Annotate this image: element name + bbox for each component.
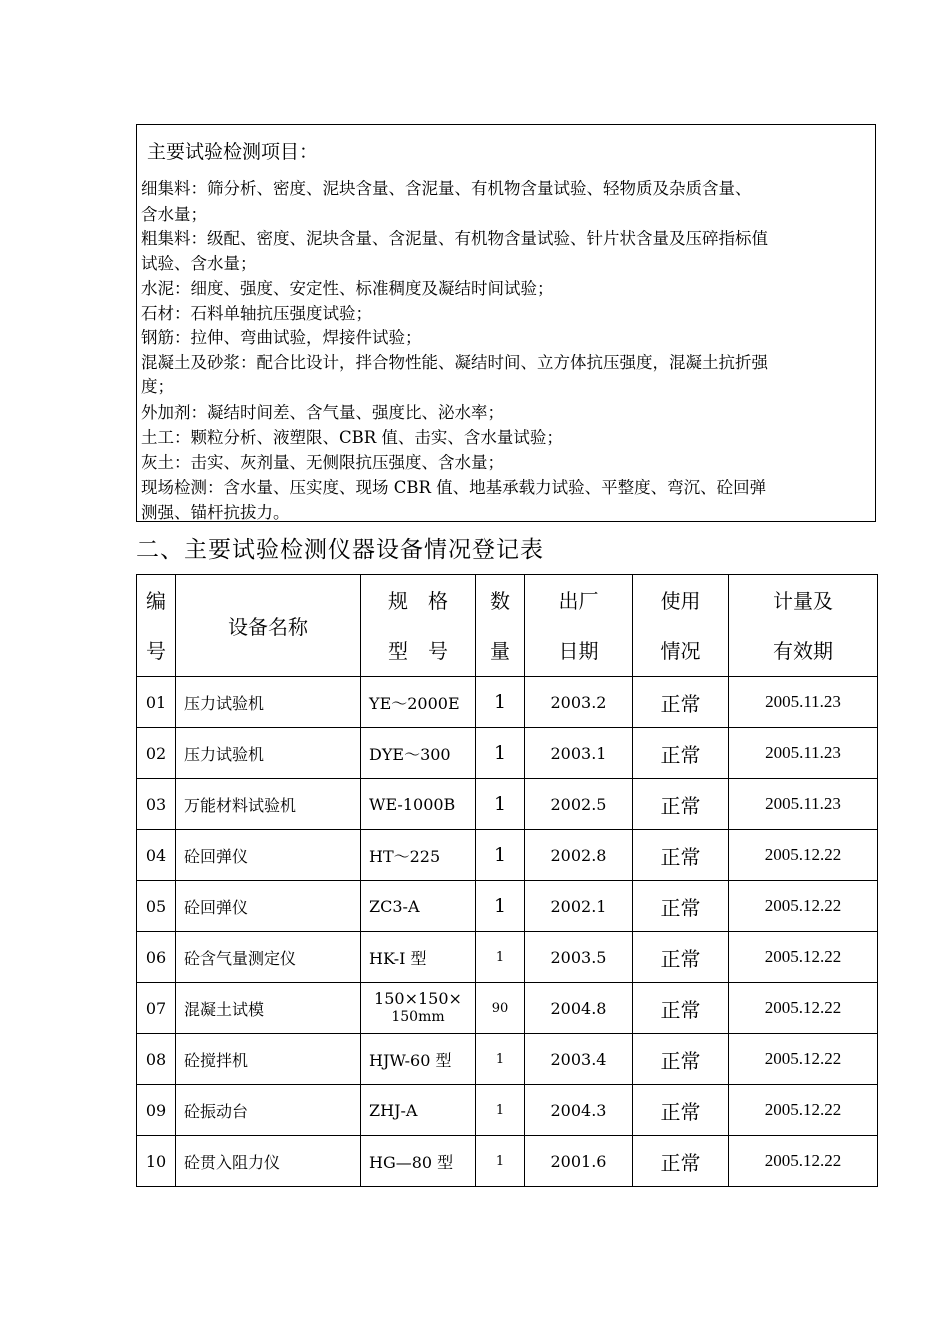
cell-qty: 1 — [476, 830, 525, 881]
cell-status: 正常 — [633, 728, 729, 779]
item-line: 水泥：细度、强度、安定性、标准稠度及凝结时间试验； — [141, 279, 554, 298]
table-row — [137, 830, 878, 881]
header-valid — [729, 575, 878, 677]
item-line: 石材：石料单轴抗压强度试验； — [141, 304, 372, 323]
cell-spec: WE-1000B — [361, 779, 476, 830]
cell-spec — [361, 983, 476, 1034]
item-line: 现场检测：含水量、压实度、现场 CBR 值、地基承载力试验、平整度、弯沉、砼回弹 — [141, 478, 767, 497]
header-spec-bottom: 型号 — [388, 638, 468, 663]
table-row — [137, 1136, 878, 1187]
cell-name: 砼回弹仪 — [176, 881, 361, 932]
header-date-top: 出厂 — [558, 588, 599, 613]
cell-number: 07 — [137, 983, 176, 1034]
equipment-table — [136, 574, 878, 1187]
cell-qty: 1 — [476, 881, 525, 932]
item-line: 粗集料：级配、密度、泥块含量、含泥量、有机物含量试验、针片状含量及压碎指标值 — [141, 229, 768, 248]
cell-status: 正常 — [633, 677, 729, 728]
cell-spec: HJW-60 型 — [361, 1034, 476, 1085]
cell-valid: 2005.12.22 — [729, 1085, 878, 1136]
cell-valid: 2005.12.22 — [729, 1034, 878, 1085]
header-valid-bottom: 有效期 — [773, 638, 833, 663]
cell-qty: 1 — [476, 932, 525, 983]
header-status-top: 使用 — [660, 588, 701, 613]
cell-number: 02 — [137, 728, 176, 779]
cell-valid: 2005.11.23 — [729, 677, 878, 728]
cell-status: 正常 — [633, 779, 729, 830]
cell-spec: ZHJ-A — [361, 1085, 476, 1136]
item-line: 土工：颗粒分析、液塑限、CBR 值、击实、含水量试验； — [141, 428, 563, 447]
test-items-box — [136, 124, 876, 522]
cell-valid: 2005.11.23 — [729, 779, 878, 830]
cell-status: 正常 — [633, 1034, 729, 1085]
cell-valid: 2005.12.22 — [729, 881, 878, 932]
cell-date: 2002.1 — [525, 881, 633, 932]
cell-name: 万能材料试验机 — [176, 779, 361, 830]
cell-status: 正常 — [633, 830, 729, 881]
cell-spec: HT～225 — [361, 830, 476, 881]
test-items-title: 主要试验检测项目： — [147, 141, 319, 163]
cell-date: 2002.8 — [525, 830, 633, 881]
cell-name: 砼贯入阻力仪 — [176, 1136, 361, 1187]
cell-valid: 2005.12.22 — [729, 983, 878, 1034]
item-line: 试验、含水量； — [141, 254, 257, 273]
cell-status: 正常 — [633, 983, 729, 1034]
cell-number: 09 — [137, 1085, 176, 1136]
header-valid-top: 计量及 — [773, 588, 833, 613]
cell-number: 06 — [137, 932, 176, 983]
header-status-bottom: 情况 — [660, 638, 701, 663]
cell-name: 砼含气量测定仪 — [176, 932, 361, 983]
header-name: 设备名称 — [176, 575, 361, 677]
cell-spec-line: 150mm — [391, 1009, 445, 1025]
cell-number: 08 — [137, 1034, 176, 1085]
cell-name: 压力试验机 — [176, 728, 361, 779]
cell-valid: 2005.11.23 — [729, 728, 878, 779]
cell-qty: 1 — [476, 1136, 525, 1187]
cell-date: 2001.6 — [525, 1136, 633, 1187]
cell-qty: 1 — [476, 779, 525, 830]
header-qty-top: 数 — [490, 588, 510, 613]
table-row — [137, 728, 878, 779]
table-row — [137, 779, 878, 830]
cell-spec: YE～2000E — [361, 677, 476, 728]
cell-date: 2003.4 — [525, 1034, 633, 1085]
cell-qty: 90 — [476, 983, 525, 1034]
table-row — [137, 1085, 878, 1136]
cell-name: 砼搅拌机 — [176, 1034, 361, 1085]
cell-spec-line: 150×150× — [374, 989, 462, 1008]
cell-number: 04 — [137, 830, 176, 881]
cell-date: 2002.5 — [525, 779, 633, 830]
table-row — [137, 1034, 878, 1085]
cell-number: 05 — [137, 881, 176, 932]
header-spec-top: 规格 — [388, 588, 468, 613]
cell-date: 2004.3 — [525, 1085, 633, 1136]
cell-qty: 1 — [476, 1085, 525, 1136]
header-qty — [476, 575, 525, 677]
cell-status: 正常 — [633, 932, 729, 983]
item-line: 度； — [141, 377, 174, 396]
cell-valid: 2005.12.22 — [729, 932, 878, 983]
section-heading: 二、主要试验检测仪器设备情况登记表 — [136, 537, 544, 563]
cell-status: 正常 — [633, 1136, 729, 1187]
cell-date: 2003.5 — [525, 932, 633, 983]
cell-status: 正常 — [633, 881, 729, 932]
cell-spec: HG—80 型 — [361, 1136, 476, 1187]
header-number-bottom: 号 — [146, 638, 166, 663]
item-line: 外加剂：凝结时间差、含气量、强度比、泌水率； — [141, 403, 504, 422]
header-spec — [361, 575, 476, 677]
table-row — [137, 677, 878, 728]
cell-date: 2003.2 — [525, 677, 633, 728]
item-line: 测强、锚杆抗拔力。 — [141, 503, 290, 522]
table-header-row — [137, 575, 878, 677]
cell-date: 2004.8 — [525, 983, 633, 1034]
cell-spec: HK-I 型 — [361, 932, 476, 983]
cell-name: 混凝土试模 — [176, 983, 361, 1034]
cell-spec: ZC3-A — [361, 881, 476, 932]
header-date-bottom: 日期 — [558, 638, 599, 663]
cell-qty: 1 — [476, 728, 525, 779]
header-status — [633, 575, 729, 677]
cell-spec: DYE～300 — [361, 728, 476, 779]
cell-name: 砼回弹仪 — [176, 830, 361, 881]
cell-number: 03 — [137, 779, 176, 830]
table-row — [137, 932, 878, 983]
header-qty-bottom: 量 — [490, 638, 510, 663]
cell-number: 01 — [137, 677, 176, 728]
header-number — [137, 575, 176, 677]
item-line: 钢筋：拉伸、弯曲试验，焊接件试验； — [141, 328, 422, 347]
item-line: 细集料：筛分析、密度、泥块含量、含泥量、有机物含量试验、轻物质及杂质含量、 — [141, 179, 752, 198]
item-line: 灰土：击实、灰剂量、无侧限抗压强度、含水量； — [141, 453, 504, 472]
header-date — [525, 575, 633, 677]
cell-date: 2003.1 — [525, 728, 633, 779]
cell-valid: 2005.12.22 — [729, 830, 878, 881]
cell-valid: 2005.12.22 — [729, 1136, 878, 1187]
item-line: 含水量； — [141, 205, 207, 224]
cell-number: 10 — [137, 1136, 176, 1187]
header-number-top: 编 — [146, 588, 166, 613]
cell-qty: 1 — [476, 677, 525, 728]
cell-name: 压力试验机 — [176, 677, 361, 728]
cell-status: 正常 — [633, 1085, 729, 1136]
item-line: 混凝土及砂浆：配合比设计，拌合物性能、凝结时间、立方体抗压强度，混凝土抗折强 — [141, 353, 768, 372]
table-row — [137, 881, 878, 932]
cell-name: 砼振动台 — [176, 1085, 361, 1136]
table-row — [137, 983, 878, 1034]
cell-qty: 1 — [476, 1034, 525, 1085]
